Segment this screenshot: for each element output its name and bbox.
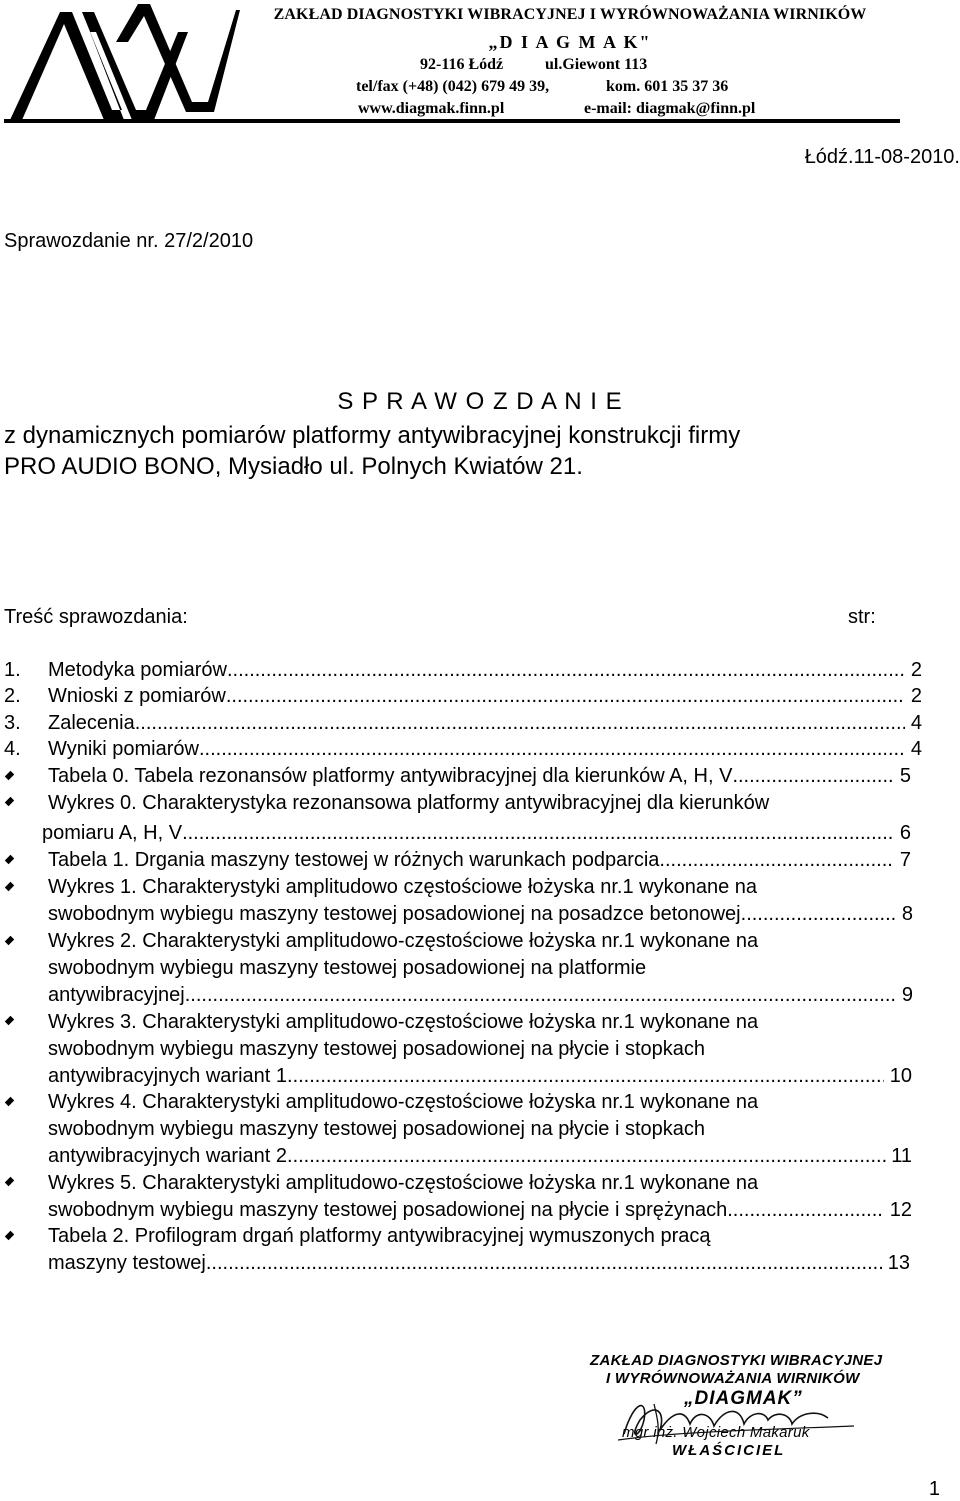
toc-entry-text: pomiaru A, H, V bbox=[42, 822, 183, 844]
toc-entry[interactable] bbox=[48, 1065, 912, 1088]
toc-entry-text: Wykres 5. Charakterystyki amplitudowo-częstościowe łożyska nr.1 wykonane na bbox=[48, 1172, 759, 1194]
toc-leader bbox=[227, 659, 905, 682]
toc-entry-text: swobodnym wybiegu maszyny testowej posadowionej na platformie bbox=[48, 957, 647, 979]
toc-page-heading: str: bbox=[848, 606, 876, 628]
toc-leader bbox=[293, 1065, 885, 1088]
page-number: 1 bbox=[928, 1478, 940, 1500]
toc-entry-text: swobodnym wybiegu maszyny testowej posadowionej na płycie i stopkach bbox=[48, 1118, 706, 1140]
toc-entry[interactable] bbox=[48, 849, 911, 872]
letterhead-website[interactable]: www.diagmak.finn.pl bbox=[358, 100, 505, 117]
document-date: Łódź.11-08-2010. bbox=[804, 146, 960, 168]
toc-entry[interactable] bbox=[48, 1252, 910, 1275]
bullet-icon bbox=[5, 798, 14, 807]
bullet-icon bbox=[5, 1232, 14, 1241]
toc-leader bbox=[206, 1252, 882, 1275]
toc-entry-text: Wyniki pomiarów bbox=[48, 738, 199, 760]
toc-entry-text: swobodnym wybiegu maszyny testowej posadowionej na posadzce betonowej bbox=[48, 903, 741, 925]
toc-entry-text: maszyny testowej bbox=[48, 1252, 206, 1274]
letterhead-postcode: 92-116 Łódź bbox=[420, 56, 504, 73]
toc-entry-text: Wykres 2. Charakterystyki amplitudowo-częstościowe łożyska nr.1 wykonane na bbox=[48, 930, 759, 952]
toc-heading: Treść sprawozdania: bbox=[4, 606, 188, 628]
toc-entry-number: 4. bbox=[4, 738, 21, 760]
header-divider bbox=[4, 119, 900, 123]
bullet-icon bbox=[5, 1178, 14, 1187]
toc-leader bbox=[732, 765, 894, 788]
toc-entry-text: Wykres 4. Charakterystyki amplitudowo-częstościowe łożyska nr.1 wykonane na bbox=[48, 1091, 759, 1113]
bullet-icon bbox=[5, 883, 14, 892]
toc-entry-text: Tabela 1. Drgania maszyny testowej w różnych warunkach podparcia bbox=[48, 849, 660, 871]
toc-leader bbox=[659, 849, 894, 872]
toc-entry-page: 5 bbox=[899, 765, 911, 787]
letterhead-company: ZAKŁAD DIAGNOSTYKI WIBRACYJNEJ I WYRÓWNOWAŻANIA WIRNIKÓW bbox=[273, 6, 867, 23]
toc-entry-number: 2. bbox=[4, 685, 21, 707]
bullet-icon bbox=[5, 1017, 14, 1026]
toc-entry-text: Metodyka pomiarów bbox=[48, 659, 227, 681]
toc-entry[interactable] bbox=[48, 659, 922, 682]
toc-entry[interactable] bbox=[48, 984, 913, 1007]
toc-entry-page: 7 bbox=[899, 849, 911, 871]
company-logo bbox=[4, 2, 240, 122]
letterhead-mobile: kom. 601 35 37 36 bbox=[606, 78, 729, 95]
bullet-icon bbox=[5, 937, 14, 946]
toc-leader bbox=[185, 984, 897, 1007]
toc-entry-text: Wnioski z pomiarów bbox=[48, 685, 226, 707]
toc-entry-page: 2 bbox=[910, 659, 922, 681]
stamp-company-line2: I WYRÓWNOWAŻANIA WIRNIKÓW bbox=[606, 1370, 860, 1387]
toc-entry-text: Zalecenia bbox=[48, 712, 135, 734]
toc-entry-page: 4 bbox=[910, 738, 922, 760]
toc-entry-text: Tabela 0. Tabela rezonansów platformy antywibracyjnej dla kierunków A, H, V bbox=[48, 765, 733, 787]
toc-entry-text: swobodnym wybiegu maszyny testowej posadowionej na płycie i sprężynach bbox=[48, 1199, 728, 1221]
toc-entry-text: Wykres 3. Charakterystyki amplitudowo-częstościowe łożyska nr.1 wykonane na bbox=[48, 1011, 759, 1033]
toc-entry-page: 6 bbox=[899, 822, 911, 844]
toc-entry[interactable] bbox=[48, 903, 913, 926]
subtitle-line: z dynamicznych pomiarów platformy antywibracyjnej konstrukcji firmy bbox=[4, 422, 741, 449]
toc-entry[interactable] bbox=[48, 1145, 912, 1168]
company-stamp bbox=[582, 1350, 892, 1460]
stamp-title: WŁAŚCICIEL bbox=[672, 1442, 786, 1459]
toc-entry[interactable] bbox=[48, 712, 922, 735]
signature bbox=[614, 1390, 874, 1450]
letterhead-name: „D I A G M A K" bbox=[488, 32, 652, 52]
toc-entry-text: antywibracyjnych wariant 1. bbox=[48, 1065, 293, 1087]
toc-leader bbox=[135, 712, 906, 735]
toc-entry-number: 3. bbox=[4, 712, 21, 734]
toc-leader bbox=[741, 903, 897, 926]
toc-entry-page: 10 bbox=[889, 1065, 912, 1087]
letterhead-email[interactable]: e-mail: diagmak@finn.pl bbox=[584, 100, 756, 117]
stamp-company: ZAKŁAD DIAGNOSTYKI WIBRACYJNEJ bbox=[590, 1352, 883, 1369]
toc-leader bbox=[293, 1145, 886, 1168]
toc-entry[interactable] bbox=[42, 822, 911, 845]
toc-entry-page: 12 bbox=[889, 1199, 912, 1221]
document-title: S P R A W O Z D A N I E bbox=[337, 388, 623, 415]
toc-entry-page: 2 bbox=[910, 685, 922, 707]
stamp-owner-name: mgr inż. Wojciech Makaruk bbox=[622, 1424, 810, 1441]
toc-entry[interactable] bbox=[48, 738, 922, 761]
toc-entry-text: Wykres 1. Charakterystyki amplitudowo częstościowe łożyska nr.1 wykonane na bbox=[48, 876, 758, 898]
stamp-name: „DIAGMAK” bbox=[684, 1388, 803, 1409]
document-subtitle bbox=[4, 420, 740, 482]
toc-leader bbox=[199, 738, 905, 761]
toc-leader bbox=[727, 1199, 884, 1222]
toc-entry[interactable] bbox=[48, 765, 911, 788]
toc-entry-page: 13 bbox=[887, 1252, 910, 1274]
toc-entry-number: 1. bbox=[4, 659, 21, 681]
report-number: Sprawozdanie nr. 27/2/2010 bbox=[4, 230, 254, 252]
letterhead-phone: tel/fax (+48) (042) 679 49 39, bbox=[356, 78, 550, 95]
toc-entry-page: 4 bbox=[910, 712, 922, 734]
toc-entry-page: 8 bbox=[901, 903, 913, 925]
toc-entry[interactable] bbox=[48, 685, 922, 708]
toc-leader bbox=[182, 822, 894, 845]
toc-entry-page: 11 bbox=[891, 1145, 912, 1167]
toc-entry-text: swobodnym wybiegu maszyny testowej posadowionej na płycie i stopkach bbox=[48, 1038, 706, 1060]
toc-entry-text: Wykres 0. Charakterystyka rezonansowa platformy antywibracyjnej dla kierunków bbox=[48, 792, 770, 814]
bullet-icon bbox=[5, 772, 14, 781]
toc-entry-text: Tabela 2. Profilogram drgań platformy antywibracyjnej wymuszonych pracą bbox=[48, 1225, 711, 1247]
toc-leader bbox=[226, 685, 905, 708]
bullet-icon bbox=[5, 856, 14, 865]
subtitle-line: PRO AUDIO BONO, Mysiadło ul. Polnych Kwiatów 21. bbox=[4, 453, 583, 480]
toc-entry-text: antywibracyjnej bbox=[48, 984, 185, 1006]
toc-entry-page: 9 bbox=[901, 984, 913, 1006]
toc-entry-text: antywibracyjnych wariant 2. bbox=[48, 1145, 293, 1167]
bullet-icon bbox=[5, 1098, 14, 1107]
toc-entry[interactable] bbox=[48, 1199, 912, 1222]
letterhead-street: ul.Giewont 113 bbox=[545, 56, 648, 73]
